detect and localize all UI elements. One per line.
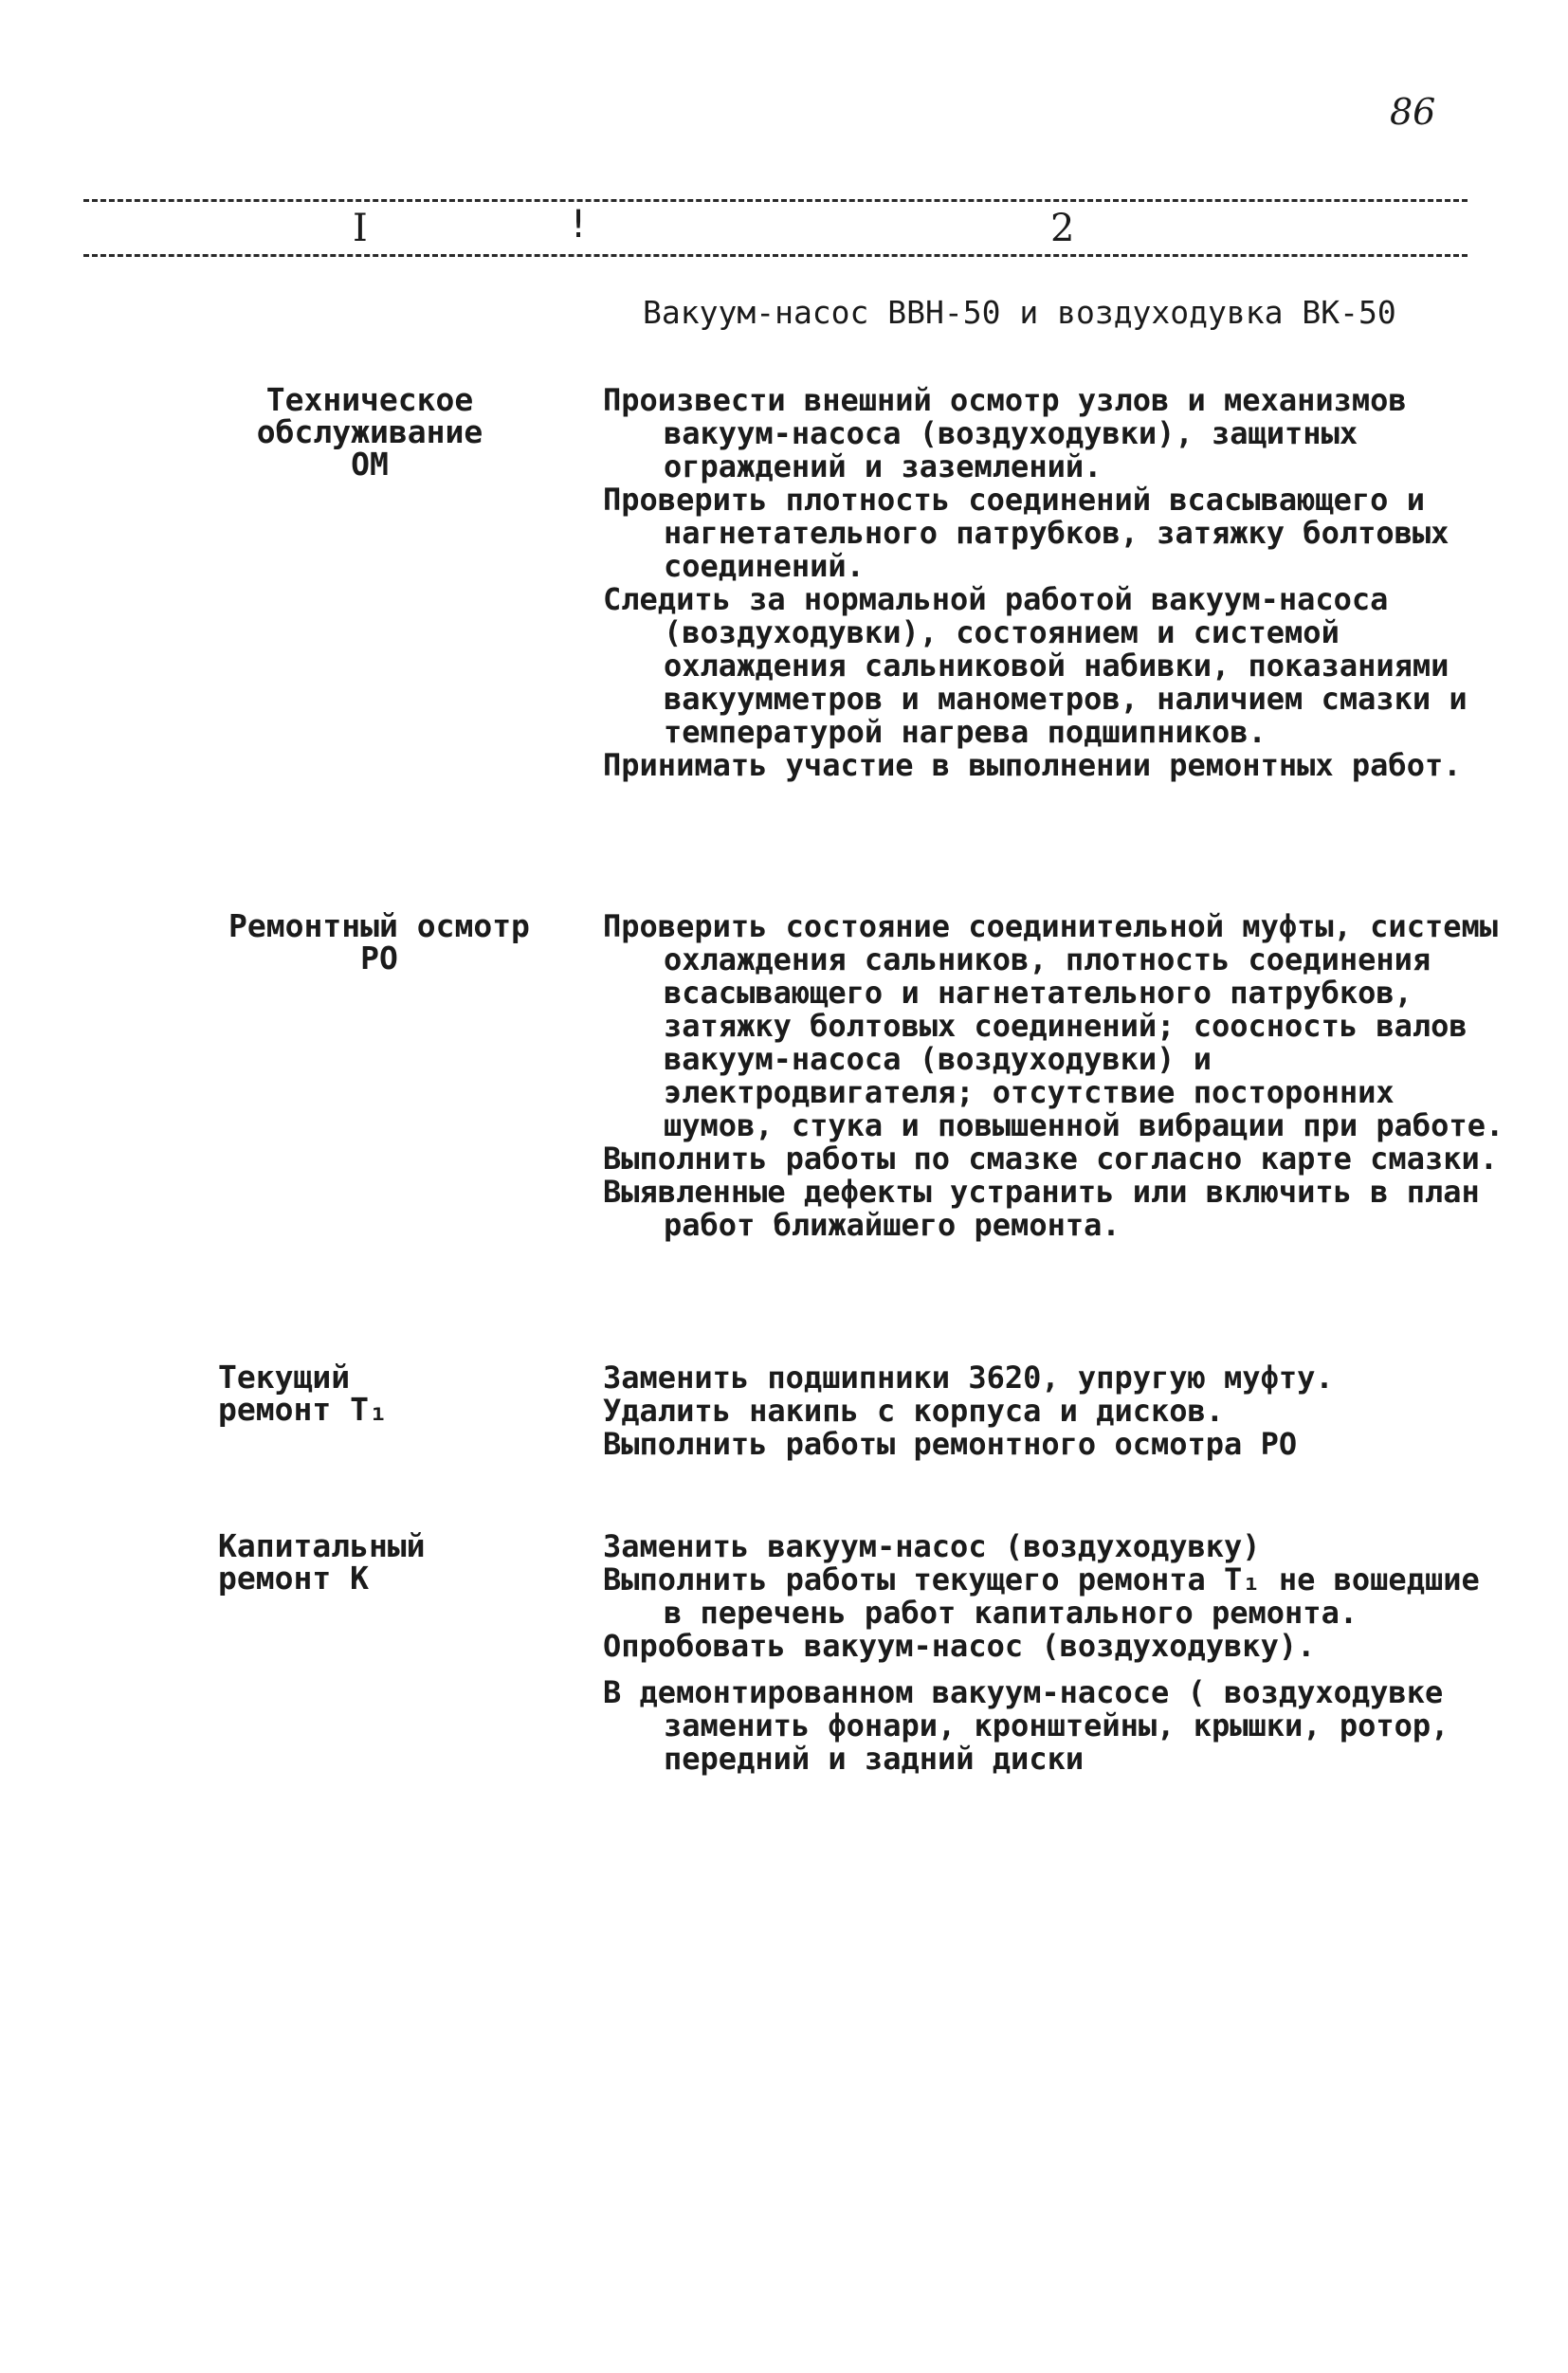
label-line: ремонт К — [218, 1560, 369, 1597]
description-paragraph: Заменить вакуум-насос (воздуходувку) — [603, 1528, 1261, 1564]
description-paragraph: Принимать участие в выполнении ремонтных работ. — [603, 747, 1462, 783]
row-label — [180, 381, 559, 483]
description-paragraph: Удалить накипь с корпуса и дисков. — [603, 1393, 1225, 1429]
label-line: Текущий — [218, 1359, 351, 1396]
row-description — [603, 908, 1517, 1243]
description-paragraph: Выполнить работы ремонтного осмотра РО — [603, 1426, 1298, 1462]
description-paragraph: Произвести внешний осмотр узлов и механизмов вакуум-насоса (воздуходувки), защитных ограждений и заземлений. — [603, 382, 1425, 484]
description-paragraph: Опробовать вакуум-насос (воздуходувку). — [603, 1628, 1316, 1664]
page-number: 86 — [1390, 91, 1436, 133]
description-paragraph: Проверить состояние соединительной муфты, системы охлаждения сальников, плотность соединения всасывающего и нагнетательного патрубков, затяжку болтовых соединений; соосность валов вакуум-насоса (воздуходувки) и электродвигателя; отсутствие посторонних шумов, стука и повышенной вибрации при работе. — [603, 908, 1517, 1143]
row-description — [603, 384, 1513, 782]
description-paragraph: Заменить подшипники 3620, упругую муфту. — [603, 1360, 1334, 1396]
row-label — [218, 1361, 597, 1426]
table-header-rule — [83, 254, 1468, 257]
label-line: РО — [360, 940, 398, 977]
label-line: ремонт Т₁ — [218, 1391, 388, 1428]
row-description — [603, 1361, 1513, 1461]
description-paragraph: Выявленные дефекты устранить или включить в план работ ближайшего ремонта. — [603, 1174, 1499, 1243]
column-separator: ! — [567, 203, 591, 246]
row-label — [218, 1527, 597, 1597]
column-2-header: 2 — [1050, 207, 1075, 250]
description-paragraph: Выполнить работы текущего ремонта Т₁ не вошедшие в перечень работ капитального ремонта. — [603, 1561, 1499, 1631]
label-line: ОМ — [351, 446, 389, 483]
column-1-header: I — [353, 207, 368, 250]
description-paragraph: В демонтированном вакуум-насосе ( воздуходувке заменить фонари, кронштейны, крышки, ротор, передний и задний диски — [603, 1674, 1468, 1777]
label-line: Капитальный — [218, 1527, 426, 1564]
label-line: обслуживание — [256, 413, 483, 450]
description-paragraph: Выполнить работы по смазке согласно карте смазки. — [603, 1141, 1499, 1177]
label-line: Ремонтный осмотр — [228, 907, 530, 944]
section-title: Вакуум-насос ВВН-50 и воздуходувка ВК-50 — [643, 294, 1396, 331]
row-label — [180, 907, 578, 977]
table-top-rule — [83, 199, 1468, 202]
description-paragraph: Следить за нормальной работой вакуум-насоса (воздуходувки), состоянием и системой охлаждения сальниковой набивки, показаниями вакуумметров и манометров, наличием смазки и температурой нагрева подшипников. — [603, 581, 1486, 750]
description-paragraph: Проверить плотность соединений всасывающего и нагнетательного патрубков, затяжку болтовых соединений. — [603, 482, 1468, 584]
row-description — [603, 1530, 1513, 1776]
label-line: Техническое — [265, 381, 474, 418]
